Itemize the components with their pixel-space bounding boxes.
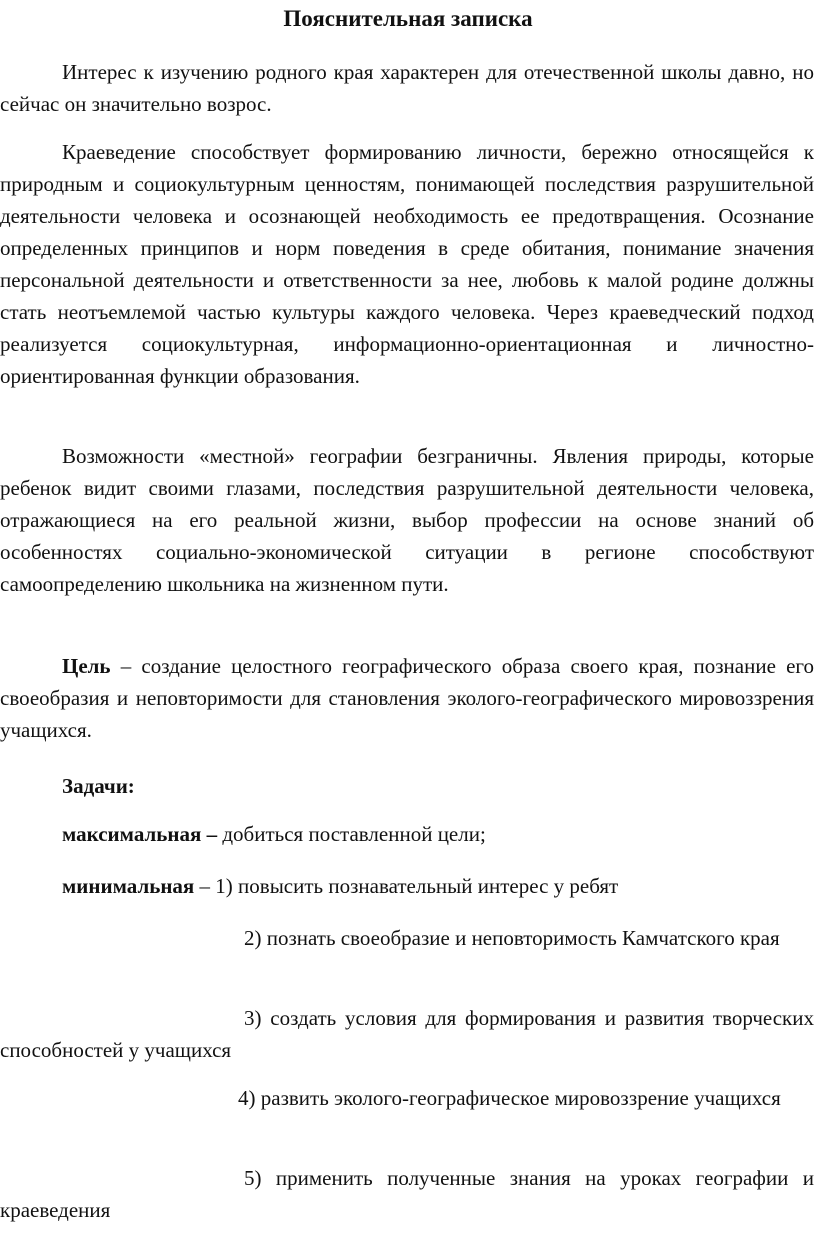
tasks-heading: Задачи: [62, 774, 135, 798]
task-minimal-item: 3) создать условия для формирования и развития творческих способностей у учащихся [0, 1006, 814, 1062]
task-maximal-label: максимальная – [62, 822, 218, 846]
task-minimal-item: 4) развить эколого-географическое мировоззрение учащихся [238, 1086, 781, 1110]
goal-text: – создание целостного географического образа своего края, познание его своеобразия и неповторимости для становления эколого-географического мировоззрения учащихся. [0, 654, 814, 742]
task-minimal-label: минимальная [62, 874, 195, 898]
task-minimal-item: 5) применить полученные знания на уроках географии и краеведения [0, 1166, 814, 1222]
goal-label: Цель [62, 654, 111, 678]
goal-paragraph [0, 650, 814, 746]
paragraph-interest: Интерес к изучению родного края характерен для отечественной школы давно, но сейчас он значительно возрос. [0, 60, 814, 116]
task-maximal-text: добиться поставленной цели; [217, 822, 486, 846]
task-minimal-text: – 1) повысить познавательный интерес у ребят [194, 874, 619, 898]
document-title: Пояснительная записка [283, 6, 533, 31]
task-minimal-item: 2) познать своеобразие и неповторимость Камчатского края [244, 926, 780, 950]
task-minimal [62, 870, 618, 902]
task-maximal [62, 818, 486, 850]
paragraph-local-studies: Краеведение способствует формированию личности, бережно относящейся к природным и социокультурным ценностям, понимающей последствия разрушительной деятельности человека и осознающей необходимость ее предотвращения. Осознание определенных принципов и норм поведения в среде обитания, понимание значения персональной деятельности и ответственности за нее, любовь к малой родине должны стать неотъемлемой частью культуры каждого человека. Через краеведческий подход реализуется социокультурная, информационно-ориентационная и личностно-ориентированная функции образования. [0, 140, 814, 388]
paragraph-local-geography: Возможности «местной» географии безграничны. Явления природы, которые ребенок видит своими глазами, последствия разрушительной деятельности человека, отражающиеся на его реальной жизни, выбор профессии на основе знаний об особенностях социально-экономической ситуации в регионе способствуют самоопределению школьника на жизненном пути. [0, 444, 814, 596]
